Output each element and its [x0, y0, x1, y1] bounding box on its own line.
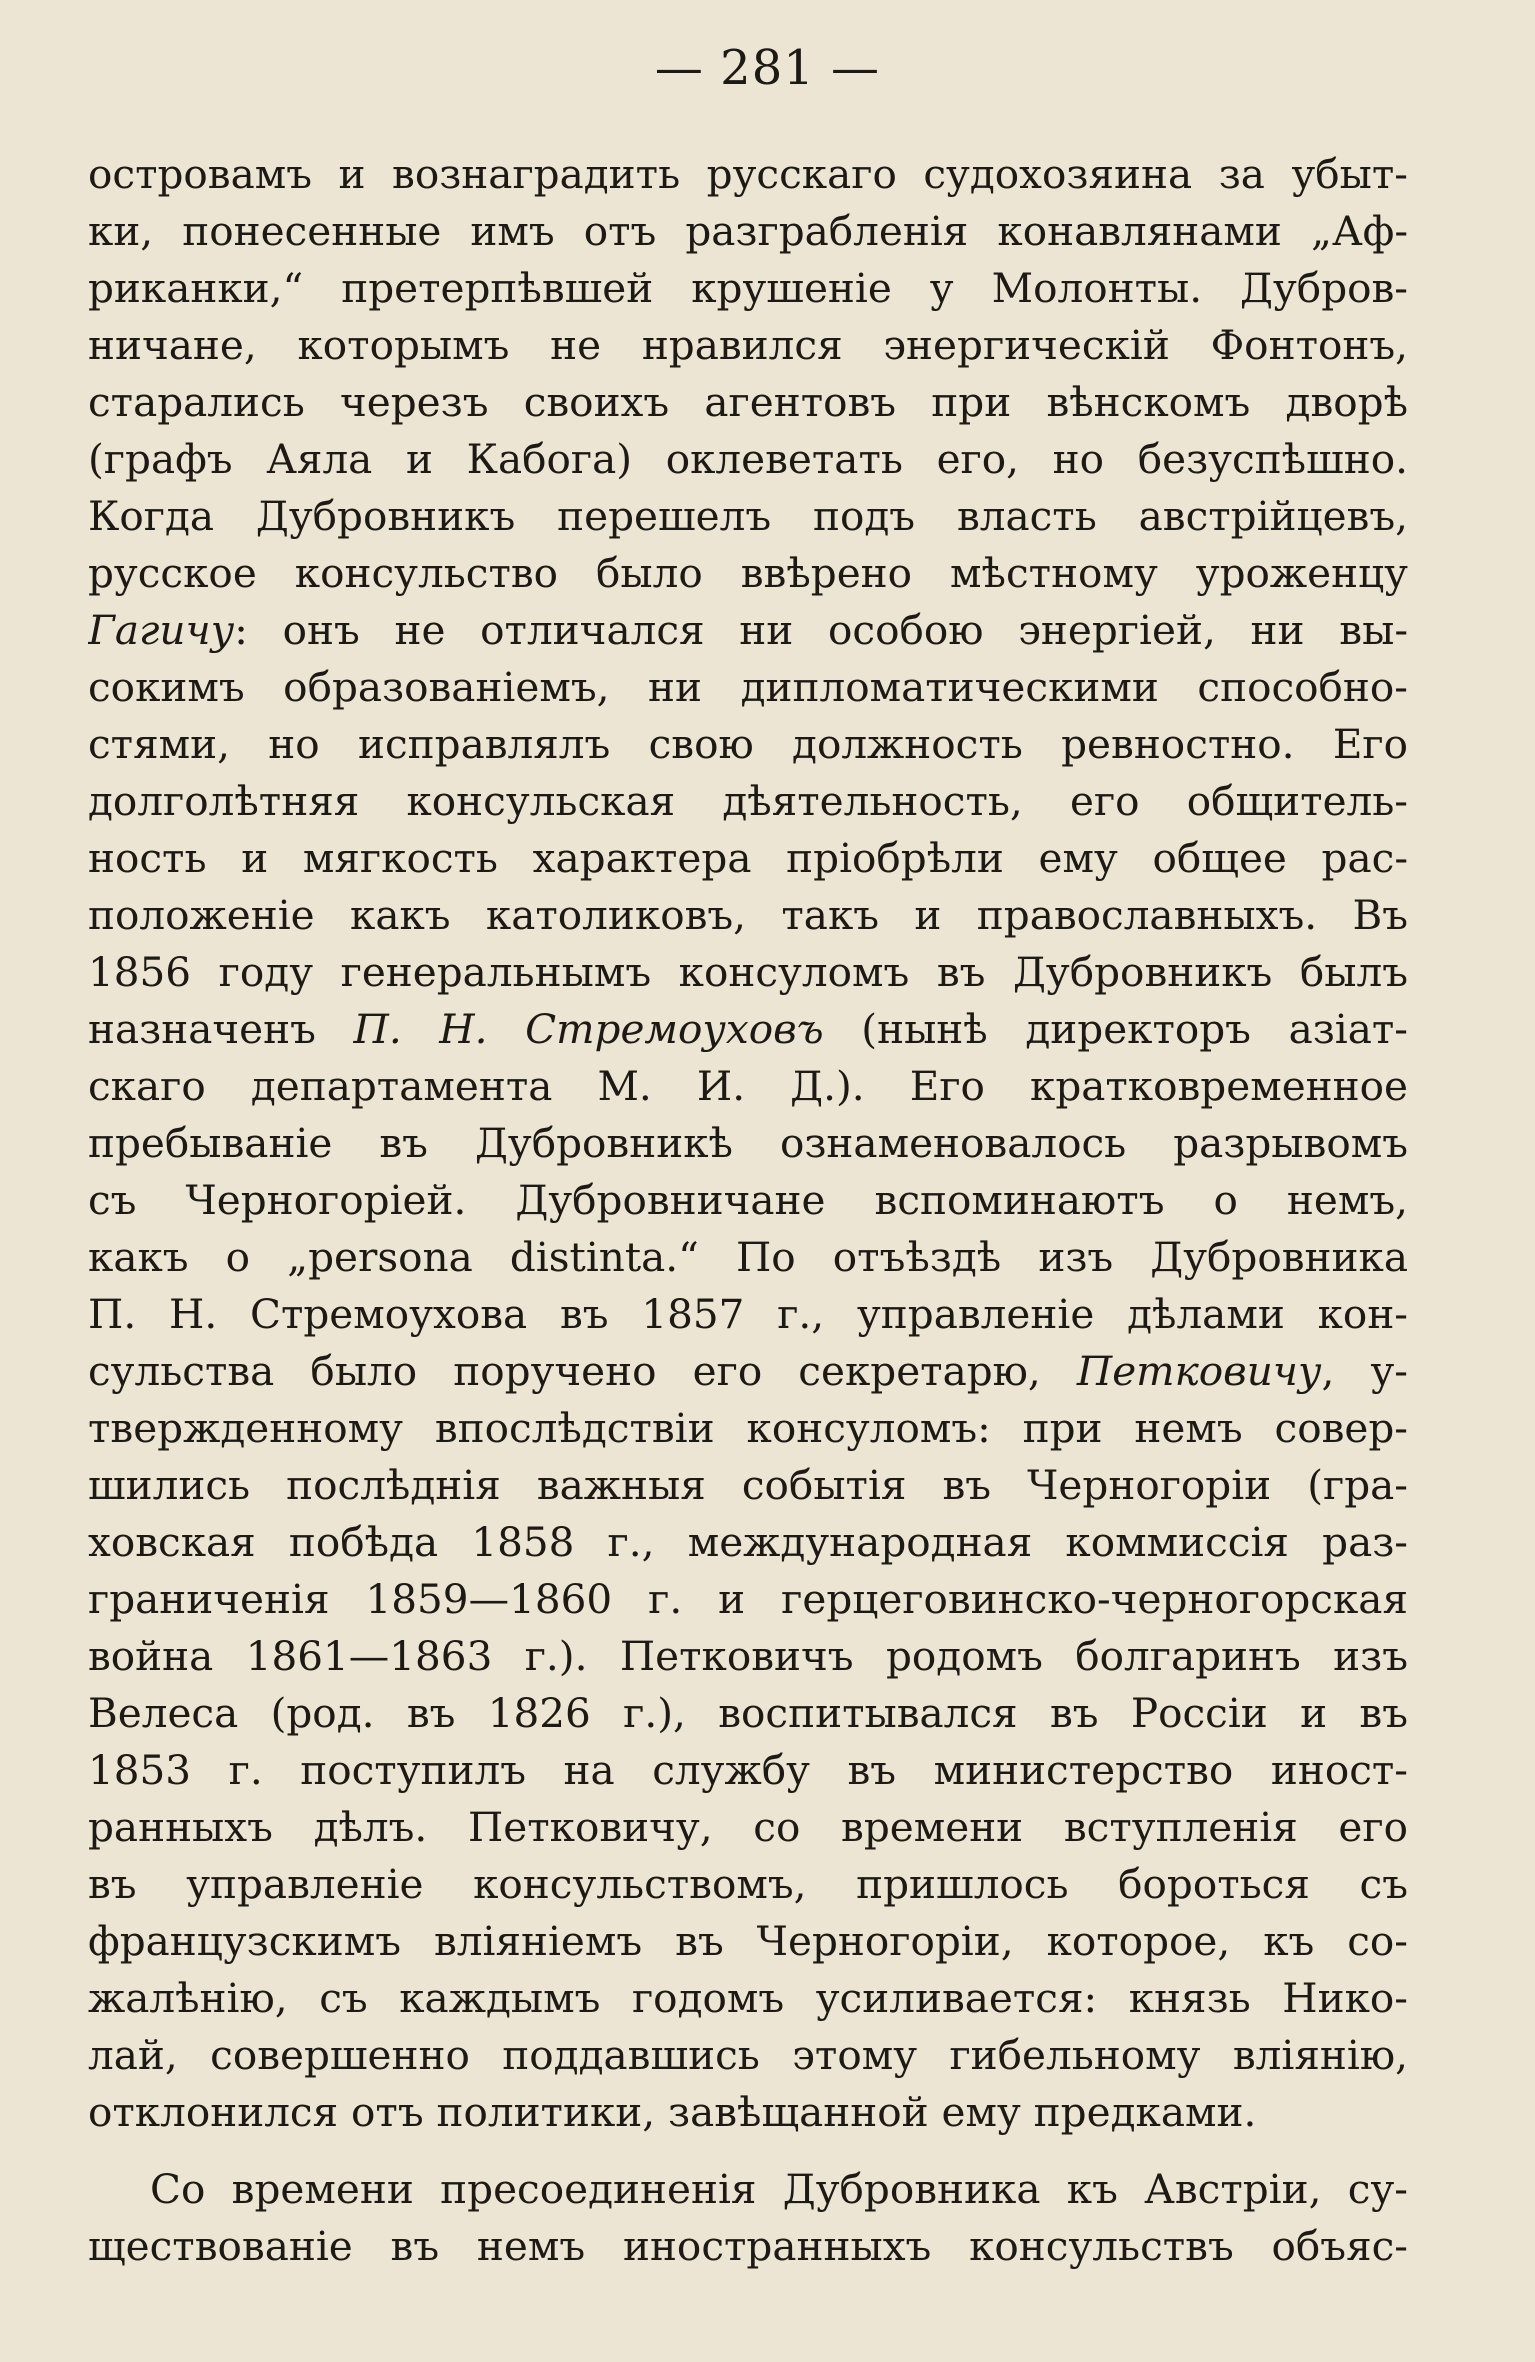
text-line: ность и мягкость характера пріобрѣли ему общее рас- — [88, 834, 1408, 882]
text-line: Со времени пресоединенія Дубровника къ Австріи, су- — [150, 2165, 1408, 2213]
text-line: сокимъ образованіемъ, ни дипломатическими способно- — [88, 663, 1408, 711]
text-line: жалѣнію, съ каждымъ годомъ усиливается: князь Нико- — [88, 1974, 1408, 2022]
text-line: положеніе какъ католиковъ, такъ и православныхъ. Въ — [88, 891, 1408, 939]
text-segment: , у- — [1321, 1347, 1408, 1395]
text-line — [88, 602, 1408, 659]
text-line: 1856 году генеральнымъ консуломъ въ Дубровникъ былъ — [88, 948, 1408, 996]
text-segment: сульства было поручено его секретарю, — [88, 1347, 1077, 1395]
text-line: островамъ и вознаградить русскаго судохозяина за убыт- — [88, 150, 1408, 198]
paragraph — [88, 146, 1408, 2141]
text-line — [88, 1343, 1408, 1400]
text-line: твержденному впослѣдствіи консуломъ: при немъ совер- — [88, 1404, 1408, 1452]
page-number: — 281 — — [654, 40, 881, 96]
italic-name: П. Н. Стремоуховъ — [353, 1005, 824, 1053]
text-line: риканки,“ претерпѣвшей крушеніе у Молонты. Дубров- — [88, 264, 1408, 312]
text-segment: (нынѣ директоръ азіат- — [823, 1005, 1408, 1053]
text-line: ранныхъ дѣлъ. Петковичу, со времени вступленія его — [88, 1803, 1408, 1851]
text-line: ки, понесенные имъ отъ разграбленія конавлянами „Аф- — [88, 207, 1408, 255]
paragraph-gap — [88, 2141, 1408, 2161]
text-line: ховская побѣда 1858 г., международная коммиссія раз- — [88, 1518, 1408, 1566]
text-line: (графъ Аяла и Кабога) оклеветать его, но безуспѣшно. — [88, 435, 1408, 483]
text-segment: назначенъ — [88, 1005, 354, 1053]
italic-name: Гагичу — [88, 606, 235, 654]
text-line: пребываніе въ Дубровникѣ ознаменовалось разрывомъ — [88, 1119, 1408, 1167]
text-line: скаго департамента М. И. Д.). Его кратковременное — [88, 1062, 1408, 1110]
text-line: П. Н. Стремоухова въ 1857 г., управленіе дѣлами кон- — [88, 1290, 1408, 1338]
text-line: ничане, которымъ не нравился энергическій Фонтонъ, — [88, 321, 1408, 369]
text-line: какъ о „persona distinta.“ По отъѣздѣ изъ Дубровника — [88, 1233, 1408, 1281]
text-line: 1853 г. поступилъ на службу въ министерство иност- — [88, 1746, 1408, 1794]
text-line: старались черезъ своихъ агентовъ при вѣнскомъ дворѣ — [88, 378, 1408, 426]
text-line: шились послѣднія важныя событія въ Черногоріи (гра- — [88, 1461, 1408, 1509]
text-line: съ Черногоріей. Дубровничане вспоминаютъ о немъ, — [88, 1176, 1408, 1224]
text-line: въ управленіе консульствомъ, пришлось бороться съ — [88, 1860, 1408, 1908]
italic-name: Петковичу — [1076, 1347, 1322, 1395]
text-line — [88, 1001, 1408, 1058]
text-line: Велеса (род. въ 1826 г.), воспитывался въ Россіи и въ — [88, 1689, 1408, 1737]
text-line: лай, совершенно поддавшись этому гибельному вліянію, — [88, 2031, 1408, 2079]
text-segment: : онъ не отличался ни особою энергіей, ни вы- — [234, 606, 1408, 654]
text-line: война 1861—1863 г.). Петковичъ родомъ болгаринъ изъ — [88, 1632, 1408, 1680]
text-line: стями, но исправлялъ свою должность ревностно. Его — [88, 720, 1408, 768]
text-line: русское консульство было ввѣрено мѣстному уроженцу — [88, 549, 1408, 597]
text-line: французскимъ вліяніемъ въ Черногоріи, которое, къ со- — [88, 1917, 1408, 1965]
text-line: граниченія 1859—1860 г. и герцеговинско-черногорская — [88, 1575, 1408, 1623]
text-line: отклонился отъ политики, завѣщанной ему предками. — [88, 2088, 1257, 2136]
text-line: долголѣтняя консульская дѣятельность, его общитель- — [88, 777, 1408, 825]
paragraph — [88, 2161, 1408, 2275]
text-line: ществованіе въ немъ иностранныхъ консульствъ объяс- — [88, 2222, 1408, 2270]
text-line: Когда Дубровникъ перешелъ подъ власть австрійцевъ, — [88, 492, 1408, 540]
body-text — [88, 146, 1408, 2275]
